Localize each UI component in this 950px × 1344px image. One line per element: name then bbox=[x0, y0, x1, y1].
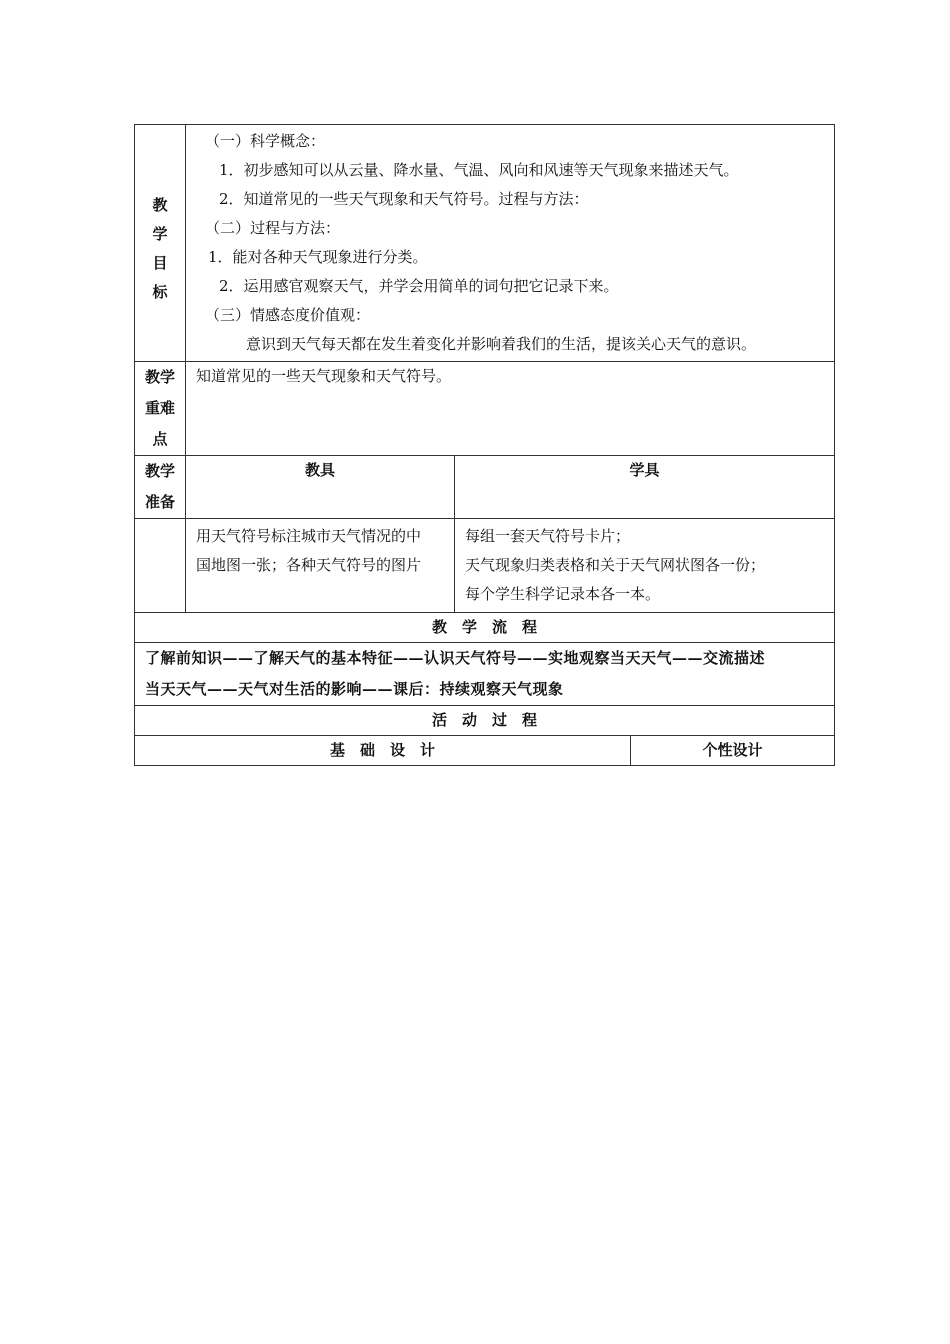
flow-header: 教 学 流 程 bbox=[135, 613, 835, 643]
goal-item: 2．知道常见的一些天气现象和天气符号。过程与方法： bbox=[219, 190, 589, 208]
goal-item: 1．初步感知可以从云量、降水量、气温、风向和风速等天气现象来描述天气。 bbox=[219, 161, 739, 179]
basic-design-header: 基 础 设 计 bbox=[135, 736, 631, 766]
activity-subheader-row bbox=[135, 736, 835, 766]
flow-text: 了解前知识——了解天气的基本特征——认识天气符号——实地观察当天天气——交流描述 当天天气——天气对生活的影响——课后：持续观察天气现象 bbox=[135, 643, 835, 706]
personal-design-header: 个性设计 bbox=[631, 736, 835, 766]
goals-content bbox=[186, 125, 835, 362]
prep-header-row bbox=[135, 456, 835, 519]
prep-empty-cell bbox=[135, 519, 186, 613]
goal-item: 1．能对各种天气现象进行分类。 bbox=[208, 248, 428, 266]
flow-content-row bbox=[135, 643, 835, 706]
keypoints-row bbox=[135, 362, 835, 456]
goal-section-1: （一）科学概念： bbox=[205, 132, 326, 150]
flow-header-row bbox=[135, 613, 835, 643]
goals-label: 教 学 目 标 bbox=[135, 125, 186, 362]
activity-header-row bbox=[135, 706, 835, 736]
goal-section-3: （三）情感态度价值观： bbox=[205, 306, 371, 324]
goal-section-2: （二）过程与方法： bbox=[205, 219, 341, 237]
goal-item: 2．运用感官观察天气，并学会用简单的词句把它记录下来。 bbox=[219, 277, 619, 295]
lesson-table bbox=[134, 124, 835, 766]
student-tools-text: 每组一套天气符号卡片； 天气现象归类表格和关于天气网状图各一份； 每个学生科学记录本各一本。 bbox=[455, 519, 835, 613]
activity-header: 活 动 过 程 bbox=[135, 706, 835, 736]
keypoints-text: 知道常见的一些天气现象和天气符号。 bbox=[186, 362, 835, 456]
prep-label: 教学 准备 bbox=[135, 456, 186, 519]
goals-row bbox=[135, 125, 835, 362]
prep-content-row bbox=[135, 519, 835, 613]
teacher-tools-text: 用天气符号标注城市天气情况的中 国地图一张；各种天气符号的图片 bbox=[186, 519, 455, 613]
lesson-plan bbox=[134, 124, 834, 766]
teacher-tools-header: 教具 bbox=[186, 456, 455, 519]
goal-item: 意识到天气每天都在发生着变化并影响着我们的生活，提该关心天气的意识。 bbox=[246, 335, 757, 353]
keypoints-label: 教学 重难 点 bbox=[135, 362, 186, 456]
student-tools-header: 学具 bbox=[455, 456, 835, 519]
